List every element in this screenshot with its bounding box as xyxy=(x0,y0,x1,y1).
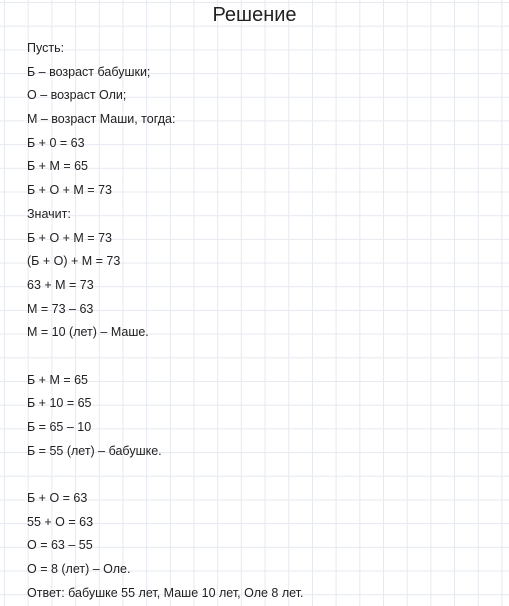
blank-line xyxy=(27,345,497,369)
equation-line: Б = 55 (лет) – бабушке. xyxy=(27,443,162,458)
solution-text xyxy=(27,37,497,606)
equation-line: М = 73 – 63 xyxy=(27,301,94,316)
equation-line: (Б + О) + М = 73 xyxy=(27,254,121,269)
equation-line: О = 8 (лет) – Оле. xyxy=(27,562,131,577)
equation-line: Б + 10 = 65 xyxy=(27,396,92,411)
equation-line: Б + О + М = 73 xyxy=(27,183,112,198)
equation-line: 55 + О = 63 xyxy=(27,514,94,529)
answer-line: Ответ: бабушке 55 лет, Маше 10 лет, Оле 8 лет. xyxy=(27,585,304,600)
equation-line: Б = 65 – 10 xyxy=(27,420,92,434)
text-line: О – возраст Оли; xyxy=(27,88,127,103)
equation-line: Б + 0 = 63 xyxy=(27,135,85,150)
equation-line: Б + М = 65 xyxy=(27,372,89,387)
equation-line: О = 63 – 55 xyxy=(27,538,93,553)
equation-line: Б + О = 63 xyxy=(27,491,88,506)
text-line: Значит: xyxy=(27,206,71,221)
text-line: Пусть: xyxy=(27,41,65,55)
text-line: Б – возраст бабушки; xyxy=(27,64,151,79)
equation-line: Б + О + М = 73 xyxy=(27,230,112,245)
equation-line: Б + М = 65 xyxy=(27,159,89,174)
equation-line: М = 10 (лет) – Маше. xyxy=(27,325,149,340)
text-line: М – возраст Маши, тогда: xyxy=(27,112,176,127)
equation-line: 63 + М = 73 xyxy=(27,277,94,292)
page-title: Решение xyxy=(212,4,297,26)
blank-line xyxy=(27,463,497,487)
